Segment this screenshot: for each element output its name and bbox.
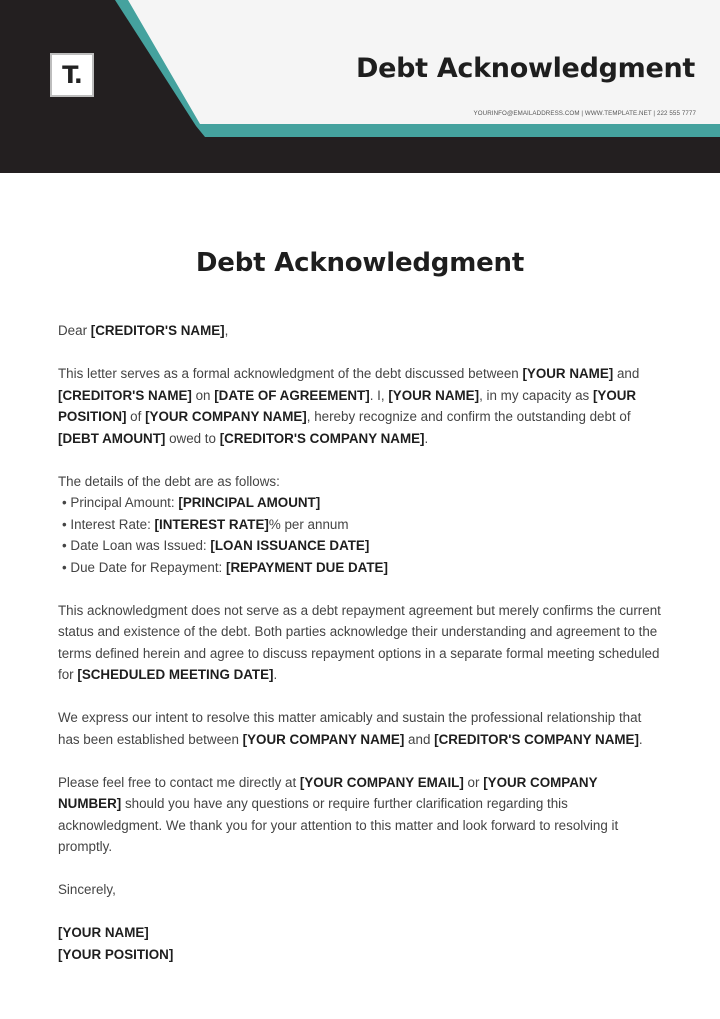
letterhead-graphic [0,0,720,173]
greeting-prefix: Dear [58,323,91,338]
creditor-name-placeholder: [CREDITOR'S NAME] [58,387,192,403]
your-name-placeholder: [YOUR NAME] [388,387,480,403]
company-number-placeholder: [YOUR COMPANY NUMBER] [58,774,598,811]
your-position-placeholder: [YOUR POSITION] [58,387,637,424]
list-item: • Principal Amount: [PRINCIPAL AMOUNT] [58,492,664,514]
logo-text: T. [62,61,82,89]
paragraph-terms: This acknowledgment does not serve as a debt repayment agreement but merely confirms the current status and existence of the debt. Both parties acknowledge their understanding and agreement to the terms defined herein and agree to discuss repayment options in a separate formal meeting scheduled for [SCHEDULED MEETING DATE]. [58,602,661,682]
paragraph-intent: We express our intent to resolve this matter amicably and sustain the professional relationship that has been established between [YOUR COMPANY NAME] and [CREDITOR'S COMPANY NAME]. [58,710,643,747]
signature-block [58,922,664,965]
header-title: Debt Acknowledgment [355,53,695,84]
your-name-placeholder: [YOUR NAME] [522,366,614,381]
details-list [58,492,664,578]
meeting-date-placeholder: [SCHEDULED MEETING DATE] [77,667,274,682]
document-title: Debt Acknowledgment [195,248,525,278]
letterhead [0,0,720,173]
paragraph-intro: This letter serves as a formal acknowledgment of the debt discussed between [YOUR NAME] and [CREDITOR'S NAME] on [DATE OF AGREEMENT]. I, [YOUR NAME], in my capacity as [YOUR POSITION] of [YOUR COMPANY NAME], hereby recognize and confirm the outstanding debt of [DEBT AMOUNT] owed to [CREDITOR'S COMPANY NAME]. [58,366,640,446]
details-intro: The details of the debt are as follows: [58,473,280,489]
debt-details [58,471,664,579]
greeting [58,320,664,342]
greeting-suffix: , [224,323,229,338]
list-item: • Date Loan was Issued: [LOAN ISSUANCE DATE] [58,535,664,557]
company-email-placeholder: [YOUR COMPANY EMAIL] [299,774,464,790]
header-contact-info: YOURINFO@EMAILADDRESS.COM | WWW.TEMPLATE.NET | 222 555 7777 [473,110,696,117]
creditor-name-placeholder: [CREDITOR'S NAME] [90,323,225,338]
company-name-placeholder: [YOUR COMPANY NAME] [145,409,307,424]
creditor-company-placeholder: [CREDITOR'S COMPANY NAME] [434,731,639,747]
letter-body [58,320,664,965]
list-item: • Interest Rate: [INTEREST RATE]% per annum [58,514,664,536]
list-item: • Due Date for Repayment: [REPAYMENT DUE DATE] [58,557,664,579]
letterhead-teal-underline [196,126,720,137]
company-name-placeholder: [YOUR COMPANY NAME] [242,731,405,747]
closing: Sincerely, [58,882,116,897]
creditor-company-placeholder: [CREDITOR'S COMPANY NAME] [219,430,425,446]
signature-position: [YOUR POSITION] [58,946,174,962]
date-of-agreement-placeholder: [DATE OF AGREEMENT] [214,387,370,403]
paragraph-contact: Please feel free to contact me directly at [YOUR COMPANY EMAIL] or [YOUR COMPANY NUMBER] should you have any questions or require further clarification regarding this acknowledgment. We thank you for your attention to this matter and look forward to resolving it promptly. [58,774,619,854]
company-logo [50,53,94,97]
signature-name: [YOUR NAME] [58,925,149,940]
debt-amount-placeholder: [DEBT AMOUNT] [58,430,166,446]
